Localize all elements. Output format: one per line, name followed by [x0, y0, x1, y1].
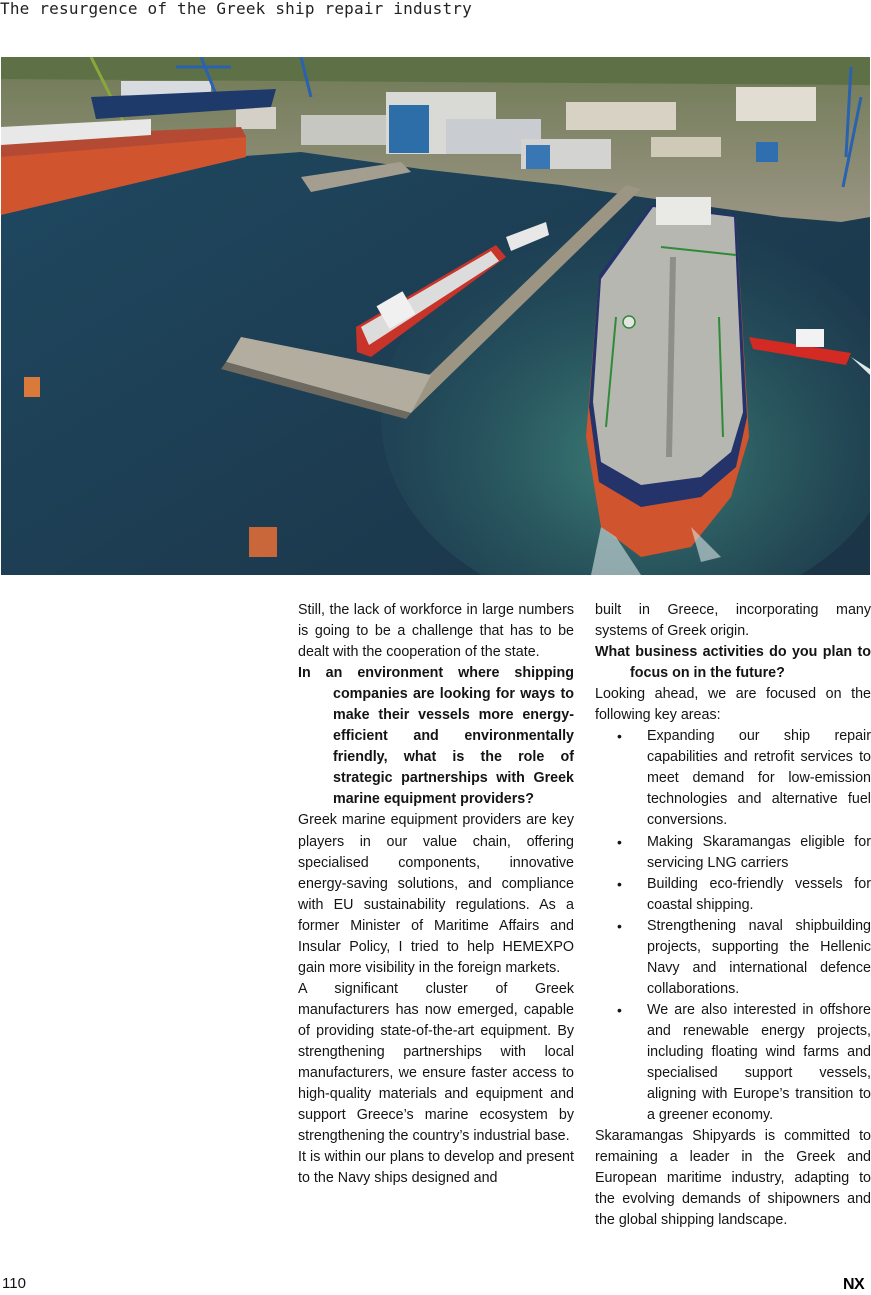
interview-question: What business activities do you plan to focus on in the future? [595, 644, 871, 682]
page-number: 110 [2, 1275, 26, 1292]
paragraph: A significant cluster of Greek manufacturers has now emerged, capable of providing state-of-the-art equipment. By strengthening partnerships with local manufacturers, we ensure faster access to high-quality materials and equipment and support Greece’s marine ecosystem by strengthening the country’s industrial base. [298, 980, 574, 1145]
list-item: • Expanding our ship repair capabilities and retrofit services to meet demand for low-emission technologies and alternative fuel conversions. [617, 728, 871, 829]
bullet-icon: • [617, 875, 622, 892]
key-areas-list [595, 726, 871, 1126]
paragraph: Looking ahead, we are focused on the following key areas: [595, 686, 871, 724]
interview-question: In an environment where shipping companies are looking for ways to make their vessels more energy-efficient and environmentally friendly, what is the role of strategic partnerships with Greek marine equipment providers? [298, 665, 574, 808]
running-title: The resurgence of the Greek ship repair industry [0, 0, 472, 18]
shipyard-photo [1, 57, 870, 575]
article-right-column [595, 600, 871, 1231]
list-item: • Strengthening naval shipbuilding projects, supporting the Hellenic Navy and international defence collaborations. [617, 917, 871, 997]
bullet-icon: • [617, 728, 622, 745]
paragraph: Greek marine equipment providers are key players in our value chain, offering specialised components, innovative energy-saving solutions, and compliance with EU sustainability regulations. As a former Minister of Maritime Affairs and Insular Policy, I tried to help HEMEXPO gain more visibility in the foreign markets. [298, 812, 574, 976]
list-item: • Building eco-friendly vessels for coastal shipping. [617, 875, 871, 913]
list-item: • Making Skaramangas eligible for servicing LNG carriers [617, 833, 871, 871]
paragraph: It is within our plans to develop and present to the Navy ships designed and [298, 1149, 574, 1187]
list-item: • We are also interested in offshore and renewable energy projects, including floating wind farms and specialised support vessels, aligning with Europe’s transition to a greener economy. [617, 1001, 871, 1124]
bullet-icon: • [617, 1001, 622, 1018]
article-left-column [298, 600, 574, 1189]
bullet-icon: • [617, 833, 622, 850]
paragraph: Still, the lack of workforce in large numbers is going to be a challenge that has to be dealt with the cooperation of the state. [298, 602, 574, 661]
paragraph: built in Greece, incorporating many systems of Greek origin. [595, 602, 871, 640]
bullet-icon: • [617, 917, 622, 934]
brand-logo: NX [843, 1276, 865, 1293]
paragraph: Skaramangas Shipyards is committed to remaining a leader in the Greek and European maritime industry, adapting to the evolving demands of shipowners and the global shipping landscape. [595, 1128, 871, 1229]
